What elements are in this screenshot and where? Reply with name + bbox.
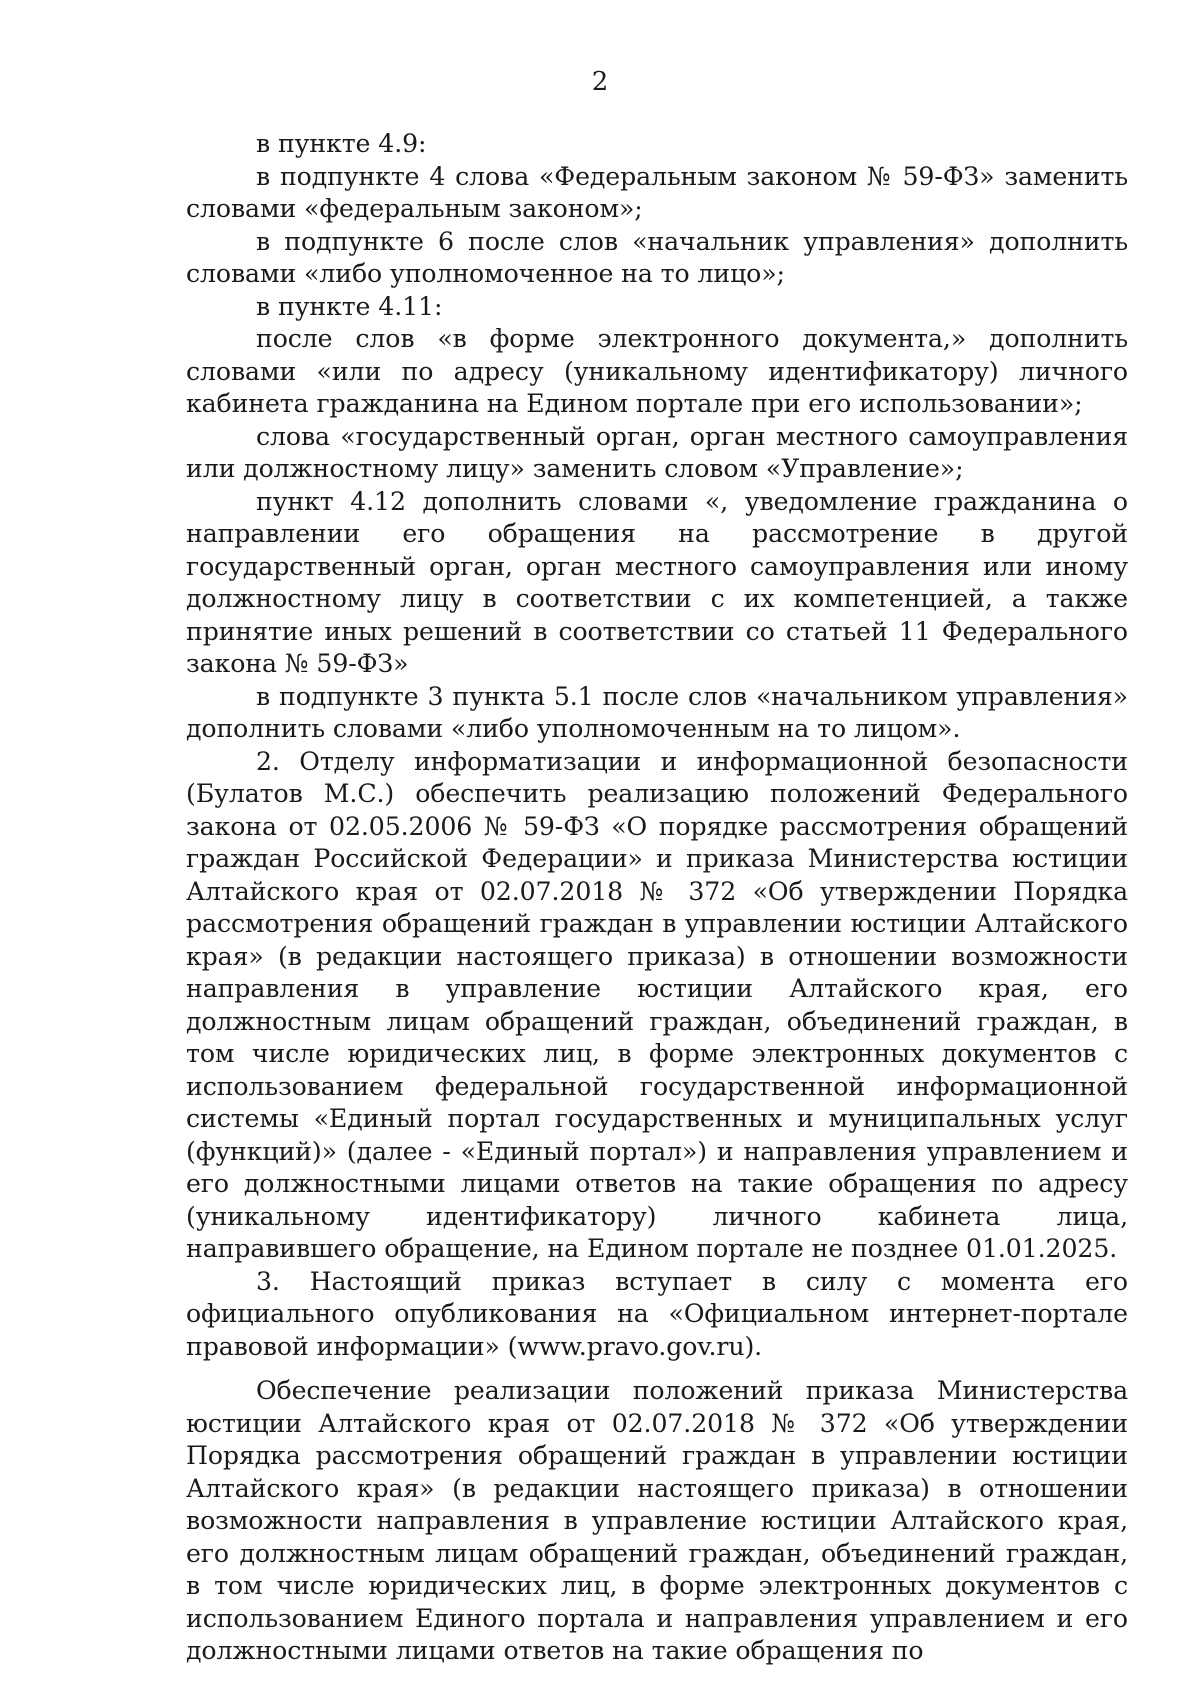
paragraph-section-3: 3. Настоящий приказ вступает в силу с момента его официального опубликования на «Официальном интернет-портале правовой информации» (www.pravo.gov.ru). [186, 1266, 1128, 1361]
paragraph-implementation: Обеспечение реализации положений приказа Министерства юстиции Алтайского края от 02.07.2018 № 372 «Об утверждении Порядка рассмотрения обращений граждан в управлении юстиции Алтайского края» (в редакции настоящего приказа) в отношении возможности направления в управление юстиции Алтайского края, его должностным лицам обращений граждан, объединений граждан, в том числе юридических лиц, в форме электронных документов с использованием Единого портала и направления управлением и его должностными лицами ответов на такие обращения по [186, 1376, 1128, 1665]
paragraph-subitem-4-replacement: в подпункте 4 слова «Федеральным законом № 59-ФЗ» заменить словами «федеральным законом»; [186, 161, 1128, 223]
paragraph-section-2: 2. Отделу информатизации и информационной безопасности (Булатов М.С.) обеспечить реализацию положений Федерального закона от 02.05.2006 № 59-ФЗ «О порядке рассмотрения обращений граждан Российской Федерации» и приказа Министерства юстиции Алтайского края от 02.07.2018 № 372 «Об утверждении Порядка рассмотрения обращений граждан в управлении юстиции Алтайского края» (в редакции настоящего приказа) в отношении возможности направления в управление юстиции Алтайского края, его должностным лицам обращений граждан, объединений граждан, в том числе юридических лиц, в форме электронных документов с использованием федеральной государственной информационной системы «Единый портал государственных и муниципальных услуг (функций)» (далее - «Единый портал») и направления управлением и его должностными лицами ответов на такие обращения по адресу (уникальному идентификатору) личного кабинета лица, направившего обращение, на Едином портале не позднее 01.01.2025. [186, 746, 1128, 1263]
paragraph-item-4-12-addition: пункт 4.12 дополнить словами «, уведомление гражданина о направлении его обращения на рассмотрение в другой государственный орган, орган местного самоуправления или иному должностному лицу в соответствии с их компетенцией, а также принятие иных решений в соответствии со статьей 11 Федерального закона № 59-ФЗ» [186, 486, 1128, 678]
paragraph-item-4-11-heading: в пункте 4.11: [256, 291, 443, 321]
paragraph-electronic-document-addition: после слов «в форме электронного документа,» дополнить словами «или по адресу (уникальному идентификатору) личного кабинета гражданина на Едином портале при его использовании»; [186, 324, 1128, 418]
paragraph-item-5-1-addition: в подпункте 3 пункта 5.1 после слов «начальником управления» дополнить словами «либо уполномоченным на то лицом». [186, 681, 1128, 743]
page-number: 2 [591, 67, 609, 97]
paragraph-subitem-6-addition: в подпункте 6 после слов «начальник управления» дополнить словами «либо уполномоченное на то лицо»; [186, 226, 1128, 288]
paragraph-words-replacement: слова «государственный орган, орган местного самоуправления или должностному лицу» заменить словом «Управление»; [186, 421, 1128, 483]
document-body [186, 128, 1128, 1668]
paragraph-item-4-9-heading: в пункте 4.9: [256, 129, 427, 158]
